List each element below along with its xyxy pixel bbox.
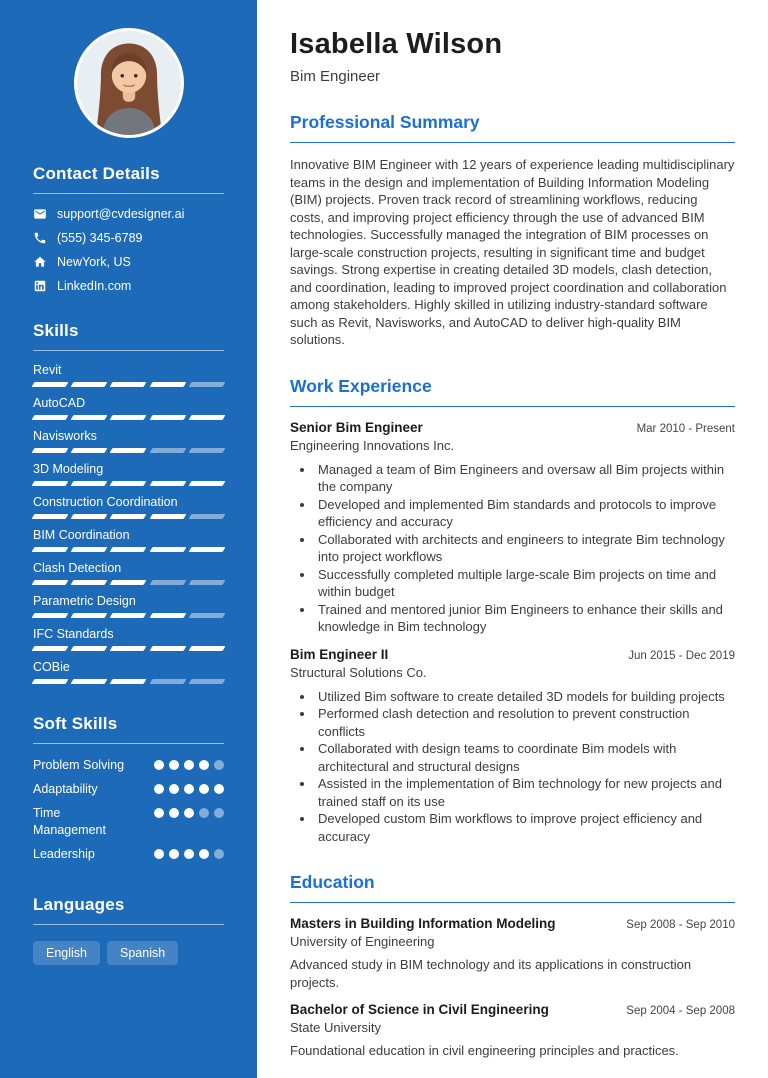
job-bullet: • Developed custom Bim workflows to improve project efficiency and accuracy <box>315 810 735 845</box>
languages-heading: Languages <box>33 895 224 925</box>
skill-bar-segment <box>32 415 69 420</box>
contact-item[interactable] <box>33 231 224 245</box>
job-bullet: • Collaborated with design teams to coordinate Bim models with architectural and structural designs <box>315 740 735 775</box>
level-dot <box>154 849 164 859</box>
skill-item <box>33 627 224 651</box>
soft-skill-item <box>33 757 224 774</box>
education-date: Sep 2008 - Sep 2010 <box>626 919 735 931</box>
skill-item <box>33 363 224 387</box>
soft-skills-section <box>33 714 224 863</box>
sidebar <box>0 0 257 1078</box>
level-dot <box>184 808 194 818</box>
soft-skill-item <box>33 781 224 798</box>
level-dot <box>214 784 224 794</box>
skill-level-bar <box>33 547 224 552</box>
skill-bar-segment <box>71 382 108 387</box>
skill-level-bar <box>33 679 224 684</box>
education-heading: Education <box>290 872 735 903</box>
job-company: Engineering Innovations Inc. <box>290 437 455 453</box>
skill-level-bar <box>33 382 224 387</box>
skill-name: 3D Modeling <box>33 462 104 476</box>
skill-item <box>33 396 224 420</box>
skill-bar-segment <box>71 481 108 486</box>
skill-name: Navisworks <box>33 429 97 443</box>
level-dot <box>154 760 164 770</box>
education-section <box>290 872 735 1060</box>
skill-bar-segment <box>71 679 108 684</box>
soft-skill-item <box>33 846 224 863</box>
contact-text: support@cvdesigner.ai <box>57 207 185 221</box>
skill-bar-segment <box>71 580 108 585</box>
skill-level-bar <box>33 580 224 585</box>
skill-level-bar <box>33 613 224 618</box>
job-bullet: • Performed clash detection and resolution to prevent construction conflicts <box>315 705 735 740</box>
skill-bar-segment <box>32 679 69 684</box>
education-date: Sep 2004 - Sep 2008 <box>626 1005 735 1017</box>
job-bullet: • Collaborated with architects and engineers to integrate Bim technology into project workflows <box>315 531 735 566</box>
skill-bar-segment <box>188 415 225 420</box>
skill-bar-segment <box>149 382 186 387</box>
skill-item <box>33 429 224 453</box>
skill-bar-segment <box>188 481 225 486</box>
skill-bar-segment <box>149 547 186 552</box>
skill-item <box>33 528 224 552</box>
skills-section <box>33 321 224 684</box>
level-dot <box>184 849 194 859</box>
level-dot <box>199 760 209 770</box>
level-dot <box>214 760 224 770</box>
level-dot <box>184 760 194 770</box>
job-list <box>290 420 735 846</box>
education-school: State University <box>290 1020 382 1035</box>
skill-level-bar <box>33 646 224 651</box>
skill-item <box>33 561 224 585</box>
skill-list <box>33 363 224 684</box>
skill-bar-segment <box>110 613 147 618</box>
education-entry <box>290 916 735 991</box>
experience-section <box>290 376 735 846</box>
skill-bar-segment <box>71 646 108 651</box>
level-dot <box>199 849 209 859</box>
skill-bar-segment <box>149 679 186 684</box>
level-dot <box>169 808 179 818</box>
skill-bar-segment <box>188 646 225 651</box>
language-pill: Spanish <box>107 941 178 965</box>
contact-text: NewYork, US <box>57 255 131 269</box>
soft-skill-list <box>33 757 224 863</box>
education-degree: Bachelor of Science in Civil Engineering <box>290 1002 549 1017</box>
job-bullet: • Trained and mentored junior Bim Engineers to enhance their skills and knowledge in Bim technology <box>315 601 735 636</box>
experience-heading: Work Experience <box>290 376 735 407</box>
job-bullet: • Utilized Bim software to create detailed 3D models for building projects <box>315 688 735 706</box>
skills-heading: Skills <box>33 321 224 351</box>
soft-skill-level-dots <box>154 849 224 859</box>
skill-name: Revit <box>33 363 62 377</box>
level-dot <box>169 760 179 770</box>
job-bullet-list <box>290 688 735 846</box>
skill-bar-segment <box>188 448 225 453</box>
skill-bar-segment <box>110 547 147 552</box>
skill-bar-segment <box>188 613 225 618</box>
soft-skills-heading: Soft Skills <box>33 714 224 744</box>
skill-item <box>33 594 224 618</box>
skill-bar-segment <box>188 679 225 684</box>
summary-text: Innovative BIM Engineer with 12 years of experience leading multidisciplinary teams in the design and implementation of Building Information Modeling (BIM) projects. Proven track record of streamlining workflows, reducing costs, and improving project efficiency through the use of advanced BIM technologies. Successfully managed the integration of BIM processes on large-scale construction projects, resulting in significant time and budget savings. Strong expertise in creating detailed 3D models, clash detection, and coordination, leading to improved project coordination and collaboration among stakeholders. Highly skilled in utilizing industry-standard software such as Revit, Navisworks, and AutoCAD to deliver high-quality BIM solutions. <box>290 157 735 347</box>
skill-bar-segment <box>32 547 69 552</box>
skill-bar-segment <box>188 514 225 519</box>
education-school: University of Engineering <box>290 934 435 949</box>
skill-bar-segment <box>149 646 186 651</box>
skill-name: AutoCAD <box>33 396 86 410</box>
skill-name: Clash Detection <box>33 561 122 575</box>
education-degree: Masters in Building Information Modeling <box>290 916 556 931</box>
job-header <box>290 420 735 435</box>
job-role: Senior Bim Engineer <box>290 419 423 435</box>
language-pill: English <box>33 941 100 965</box>
level-dot <box>169 784 179 794</box>
skill-bar-segment <box>110 415 147 420</box>
level-dot <box>199 784 209 794</box>
skill-bar-segment <box>149 415 186 420</box>
job-bullet: • Assisted in the implementation of Bim technology for new projects and trained staff on its use <box>315 775 735 810</box>
job-bullet-list <box>290 461 735 636</box>
skill-bar-segment <box>110 514 147 519</box>
skill-bar-segment <box>110 481 147 486</box>
summary-heading: Professional Summary <box>290 112 735 143</box>
contact-item[interactable] <box>33 279 224 293</box>
level-dot <box>214 808 224 818</box>
job-date: Mar 2010 - Present <box>636 422 735 435</box>
job-bullet: • Managed a team of Bim Engineers and oversaw all Bim projects within the company <box>315 461 735 496</box>
person-title: Bim Engineer <box>290 68 381 85</box>
skill-bar-segment <box>71 415 108 420</box>
job-date: Jun 2015 - Dec 2019 <box>628 649 735 662</box>
skill-level-bar <box>33 514 224 519</box>
education-header <box>290 916 735 931</box>
skill-level-bar <box>33 481 224 486</box>
contact-section <box>33 164 224 293</box>
skill-bar-segment <box>32 646 69 651</box>
skill-bar-segment <box>149 514 186 519</box>
level-dot <box>199 808 209 818</box>
skill-bar-segment <box>149 448 186 453</box>
education-description: Advanced study in BIM technology and its applications in construction projects. <box>290 957 692 990</box>
skill-bar-segment <box>32 514 69 519</box>
soft-skill-name: Leadership <box>33 847 95 861</box>
contact-text: LinkedIn.com <box>57 279 132 293</box>
job-bullet: • Successfully completed multiple large-scale Bim projects on time and within budget <box>315 566 735 601</box>
soft-skill-name: Problem Solving <box>33 758 125 772</box>
summary-section <box>290 112 735 349</box>
soft-skill-level-dots <box>154 808 224 818</box>
skill-bar-segment <box>188 382 225 387</box>
skill-bar-segment <box>188 547 225 552</box>
skill-level-bar <box>33 448 224 453</box>
skill-item <box>33 462 224 486</box>
job-entry <box>290 647 735 846</box>
soft-skill-name: Adaptability <box>33 782 98 796</box>
soft-skill-item <box>33 805 224 839</box>
education-entry <box>290 1002 735 1060</box>
skill-bar-segment <box>110 448 147 453</box>
job-entry <box>290 420 735 636</box>
skill-bar-segment <box>71 613 108 618</box>
profile-photo-illustration <box>77 31 181 135</box>
skill-name: Parametric Design <box>33 594 136 608</box>
skill-bar-segment <box>149 481 186 486</box>
job-header <box>290 647 735 662</box>
contact-text: (555) 345-6789 <box>57 231 143 245</box>
education-list <box>290 916 735 1060</box>
skill-name: COBie <box>33 660 70 674</box>
contact-heading: Contact Details <box>33 164 224 194</box>
languages-section <box>33 895 224 965</box>
skill-bar-segment <box>149 613 186 618</box>
skill-bar-segment <box>32 481 69 486</box>
main-content <box>257 0 768 1078</box>
soft-skill-level-dots <box>154 784 224 794</box>
skill-bar-segment <box>32 382 69 387</box>
skill-name: Construction Coordination <box>33 495 178 509</box>
skill-bar-segment <box>188 580 225 585</box>
skill-bar-segment <box>110 580 147 585</box>
skill-item <box>33 660 224 684</box>
level-dot <box>154 784 164 794</box>
soft-skill-level-dots <box>154 760 224 770</box>
skill-bar-segment <box>71 514 108 519</box>
skill-name: IFC Standards <box>33 627 114 641</box>
level-dot <box>184 784 194 794</box>
soft-skill-name: Time Management <box>33 806 106 837</box>
linkedin-icon <box>33 279 47 293</box>
education-description: Foundational education in civil engineering principles and practices. <box>290 1043 679 1058</box>
skill-bar-segment <box>71 547 108 552</box>
person-name: Isabella Wilson <box>290 28 503 60</box>
skill-bar-segment <box>110 382 147 387</box>
skill-name: BIM Coordination <box>33 528 130 542</box>
language-list <box>33 941 224 965</box>
level-dot <box>214 849 224 859</box>
avatar <box>74 28 184 138</box>
skill-item <box>33 495 224 519</box>
contact-list <box>33 207 224 293</box>
skill-bar-segment <box>32 580 69 585</box>
level-dot <box>169 849 179 859</box>
level-dot <box>154 808 164 818</box>
home-icon <box>33 255 47 269</box>
skill-bar-segment <box>149 580 186 585</box>
job-company: Structural Solutions Co. <box>290 664 427 680</box>
skill-bar-segment <box>32 613 69 618</box>
skill-bar-segment <box>110 679 147 684</box>
skill-bar-segment <box>110 646 147 651</box>
skill-level-bar <box>33 415 224 420</box>
skill-bar-segment <box>32 448 69 453</box>
phone-icon <box>33 231 47 245</box>
email-icon <box>33 207 47 221</box>
job-role: Bim Engineer II <box>290 646 389 662</box>
skill-bar-segment <box>71 448 108 453</box>
job-bullet: • Developed and implemented Bim standards and protocols to improve efficiency and accuracy <box>315 496 735 531</box>
contact-item[interactable] <box>33 255 224 269</box>
education-header <box>290 1002 735 1017</box>
contact-item[interactable] <box>33 207 224 221</box>
